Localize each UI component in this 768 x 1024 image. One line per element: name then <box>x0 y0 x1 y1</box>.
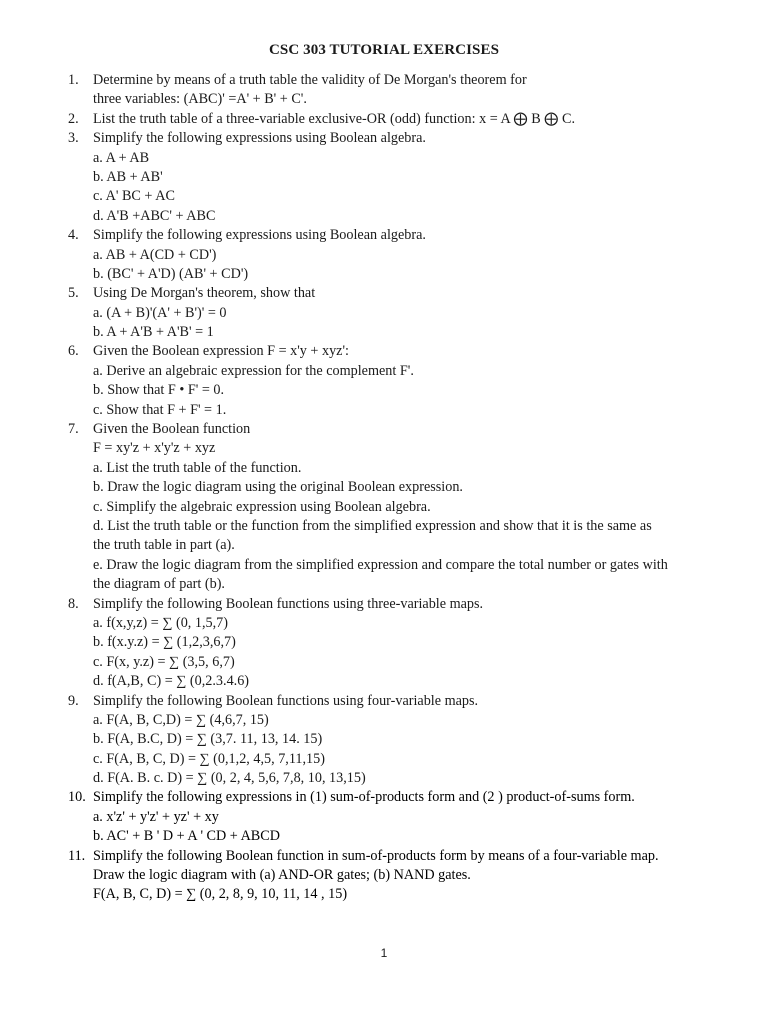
exercise-line <box>0 711 768 730</box>
exercise-line <box>0 498 768 517</box>
exercise-text: a. f(x,y,z) = ∑ (0, 1,5,7) <box>93 614 228 631</box>
exercise-text: d. A'B +ABC' + ABC <box>93 207 216 224</box>
exercise-text: b. F(A, B.C, D) = ∑ (3,7. 11, 13, 14. 15) <box>93 731 323 748</box>
exercise-text: F = xy'z + x'y'z + xyz <box>93 440 216 457</box>
exercise-line <box>0 284 768 303</box>
exercise-text: Determine by means of a truth table the validity of De Morgan's theorem for <box>93 72 527 88</box>
exercise-line <box>0 401 768 420</box>
exercise-line <box>0 692 768 711</box>
exercise-text: b. f(x.y.z) = ∑ (1,2,3,6,7) <box>93 634 236 651</box>
exercise-text: d. F(A. B. c. D) = ∑ (0, 2, 4, 5,6, 7,8, 10, 13,15) <box>93 770 366 787</box>
exercise-line <box>0 246 768 265</box>
exercise-number: 2. <box>68 110 79 127</box>
exercise-line <box>0 459 768 478</box>
exercise-text: F(A, B, C, D) = ∑ (0, 2, 8, 9, 10, 11, 14 , 15) <box>93 886 348 903</box>
exercise-text: c. F(x, y.z) = ∑ (3,5, 6,7) <box>93 653 235 670</box>
exercise-line <box>0 342 768 361</box>
exercise-line <box>0 614 768 633</box>
exercise-text: Simplify the following Boolean functions using four-variable maps. <box>93 692 479 709</box>
page-number: 1 <box>380 946 388 960</box>
exercise-number: 9. <box>68 692 79 709</box>
exercise-line <box>0 90 768 109</box>
exercise-line <box>0 362 768 381</box>
exercise-text: Simplify the following expressions using Boolean algebra. <box>93 227 426 244</box>
exercise-text: Simplify the following Boolean function in sum-of-products form by means of a four-variable map. <box>93 847 659 864</box>
exercise-number: 4. <box>68 227 79 244</box>
exercise-line <box>0 866 768 885</box>
exercise-line <box>0 226 768 245</box>
exercise-text: b. Draw the logic diagram using the original Boolean expression. <box>93 479 463 496</box>
exercise-number: 6. <box>68 343 79 360</box>
exercise-line <box>0 265 768 284</box>
exercise-line <box>0 633 768 652</box>
exercise-number: 7. <box>68 421 79 438</box>
exercise-text: Simplify the following Boolean functions using three-variable maps. <box>93 595 484 612</box>
exercise-text: Simplify the following expressions in (1) sum-of-products form and (2 ) product-of-sums form. <box>93 789 635 806</box>
exercise-line <box>0 129 768 148</box>
exercise-number: 1. <box>68 72 79 88</box>
exercise-line <box>0 478 768 497</box>
exercise-line <box>0 595 768 614</box>
exercise-text: c. F(A, B, C, D) = ∑ (0,1,2, 4,5, 7,11,15) <box>93 750 325 767</box>
exercise-text: d. f(A,B, C) = ∑ (0,2.3.4.6) <box>93 673 250 690</box>
exercise-line <box>0 672 768 691</box>
exercise-line <box>0 71 768 90</box>
exercise-line <box>0 750 768 769</box>
exercise-number: 8. <box>68 595 79 612</box>
exercise-text: a. AB + A(CD + CD') <box>93 246 217 263</box>
exercise-line <box>0 536 768 555</box>
exercise-line <box>0 653 768 672</box>
exercise-text: a. Derive an algebraic expression for the complement F'. <box>93 362 414 379</box>
exercise-line <box>0 110 768 129</box>
exercise-text: List the truth table of a three-variable exclusive-OR (odd) function: x = A ⨁ B ⨁ C. <box>93 110 575 127</box>
exercise-line <box>0 827 768 846</box>
exercise-line <box>0 420 768 439</box>
exercise-line <box>0 575 768 594</box>
exercise-line <box>0 517 768 536</box>
exercise-line <box>0 788 768 807</box>
exercise-text: e. Draw the logic diagram from the simplified expression and compare the total number or gates with <box>93 556 668 573</box>
exercise-text: a. F(A, B, C,D) = ∑ (4,6,7, 15) <box>93 711 269 728</box>
exercise-text: Draw the logic diagram with (a) AND-OR gates; (b) NAND gates. <box>93 867 471 884</box>
exercise-text: a. A + AB <box>93 149 150 166</box>
exercise-text: b. Show that F • F' = 0. <box>93 382 225 399</box>
exercise-text: the diagram of part (b). <box>93 576 225 593</box>
exercise-line <box>0 187 768 206</box>
exercise-text: b. A + A'B + A'B' = 1 <box>93 324 214 341</box>
exercise-number: 10. <box>68 789 86 806</box>
exercise-text: d. List the truth table or the function from the simplified expression and show that it is the same as <box>93 517 652 534</box>
exercise-text: three variables: (ABC)' =A' + B' + C'. <box>93 91 307 108</box>
exercise-line <box>0 556 768 575</box>
exercise-text: Given the Boolean function <box>93 421 251 438</box>
exercise-text: the truth table in part (a). <box>93 537 235 554</box>
exercise-line <box>0 149 768 168</box>
exercise-text: b. (BC' + A'D) (AB' + CD') <box>93 265 249 282</box>
exercise-line <box>0 207 768 226</box>
page-title: CSC 303 TUTORIAL EXERCISES <box>268 42 500 58</box>
exercise-line <box>0 769 768 788</box>
exercise-line <box>0 304 768 323</box>
exercise-number: 11. <box>68 847 86 864</box>
exercise-line <box>0 885 768 904</box>
exercise-text: a. (A + B)'(A' + B')' = 0 <box>93 304 227 321</box>
exercise-number: 5. <box>68 285 79 302</box>
exercise-line <box>0 381 768 400</box>
exercise-text: b. AC' + B ' D + A ' CD + ABCD <box>93 828 280 845</box>
exercise-line <box>0 808 768 827</box>
exercise-line <box>0 439 768 458</box>
exercise-text: a. x'z' + y'z' + yz' + xy <box>93 808 219 825</box>
exercise-number: 3. <box>68 130 79 147</box>
exercise-line <box>0 847 768 866</box>
exercise-text: b. AB + AB' <box>93 168 163 185</box>
exercise-line <box>0 730 768 749</box>
exercise-list <box>0 71 768 905</box>
exercise-text: c. A' BC + AC <box>93 188 175 205</box>
exercise-line <box>0 168 768 187</box>
exercise-text: Simplify the following expressions using Boolean algebra. <box>93 130 426 147</box>
exercise-text: Given the Boolean expression F = x'y + xyz': <box>93 343 349 360</box>
exercise-text: c. Show that F + F' = 1. <box>93 401 227 418</box>
exercise-text: a. List the truth table of the function. <box>93 459 302 476</box>
exercise-line <box>0 323 768 342</box>
exercise-text: c. Simplify the algebraic expression using Boolean algebra. <box>93 498 431 515</box>
exercise-text: Using De Morgan's theorem, show that <box>93 285 316 302</box>
